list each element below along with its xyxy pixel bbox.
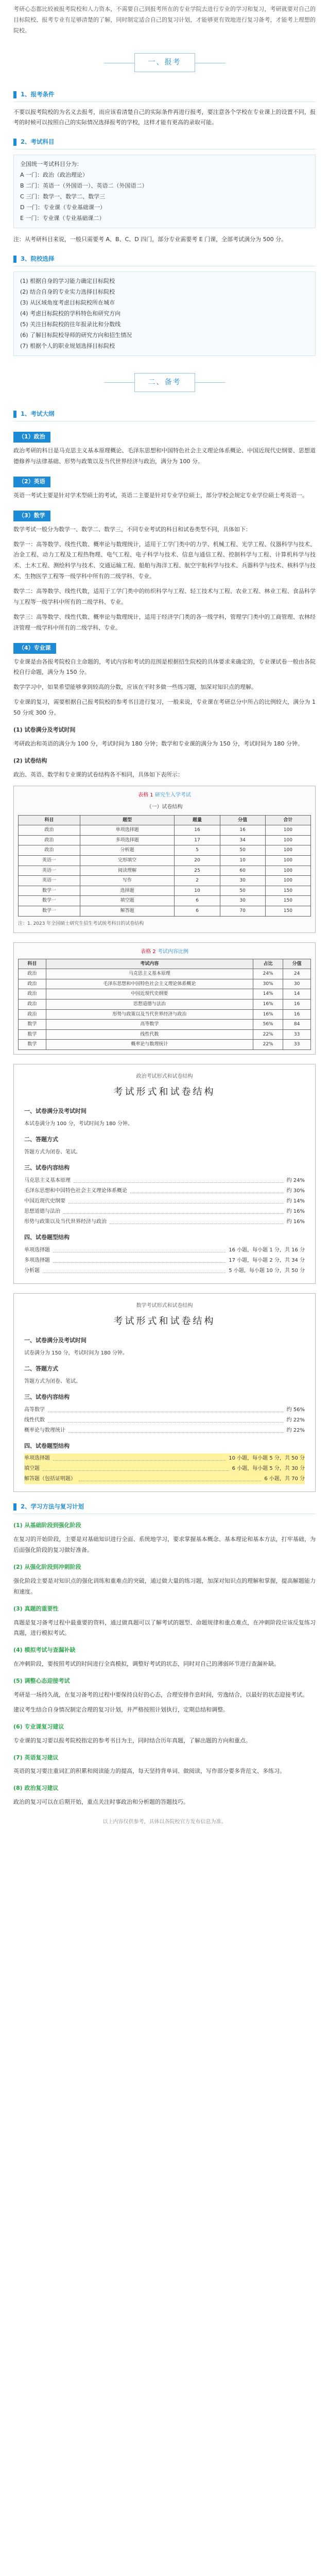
major-study-tip: 专业课的复习，需要根据自己报考院校的参考书目进行复习，一般来说，专业课在考研总分中所占的比例较大，满分为 150 分或 300 分。	[13, 699, 316, 717]
subject-item: C 三门：数学一、数学二、数学三	[20, 193, 106, 200]
table-cell: 30	[220, 876, 265, 886]
table-header-cell: 考试内容	[46, 959, 253, 969]
paper-section-heading: 二、答题方式	[24, 1365, 58, 1372]
paper-structure-row	[24, 1256, 305, 1266]
table-row	[19, 999, 311, 1009]
heading-marker-icon	[13, 256, 16, 263]
table-cell: 多项选择题	[80, 835, 174, 845]
table-header-cell: 合计	[265, 815, 310, 825]
table-cell: 6	[175, 906, 220, 916]
paper-row-label: 多项选择题	[24, 1257, 50, 1263]
paper-row-value: 约 30%	[286, 1188, 305, 1194]
paper-structure-row	[24, 1405, 305, 1415]
paper-row-value: 约 14%	[286, 1198, 305, 1204]
paper-line: 本试卷满分为 100 分，考试时间为 180 分钟。	[24, 1121, 133, 1127]
paper-row-value: 6 小题，共 70 分	[264, 1476, 305, 1482]
subject-item: D 一门：专业课（专业基础课一）	[20, 204, 106, 211]
table-cell: 形势与政策以及当代世界经济与政治	[46, 1009, 253, 1020]
table-cell: 150	[265, 886, 310, 896]
paper-row-label: 概率论与数理统计	[24, 1427, 65, 1433]
math-intro: 数学考试一般分为数学一、数学二、数学三，不同专业考试的科目和试卷类型不同，具体如下：	[13, 526, 251, 533]
table-cell: 数学	[19, 1040, 46, 1050]
table-cell: 150	[265, 896, 310, 906]
table-caption-number: 表格 2	[141, 948, 158, 955]
paper-section-heading: 三、试卷内容结构	[24, 1164, 70, 1171]
paper-row-label: 思想道德与法治	[24, 1208, 60, 1214]
school-choice-item: (1) 根据自身的学习能力确定目标院校	[20, 278, 115, 285]
paper-row-value: 约 22%	[286, 1417, 305, 1423]
subsection-title: 1、报考条件	[21, 90, 55, 98]
paper-row-value: 5 小题，每小题 10 分，共 50 分	[229, 1267, 305, 1274]
paper-structure-row	[24, 1217, 305, 1227]
exam-structure-table	[18, 815, 311, 917]
school-choice-item: (7) 根据个人的职业规划选择目标院校	[20, 342, 115, 349]
structure-text-2: 政治、英语、数学和专业课的试卷结构各不相同，具体如下表所示：	[13, 771, 183, 778]
table-cell: 政治	[19, 999, 46, 1009]
table-cell: 数学一	[19, 906, 80, 916]
dotted-leader	[79, 1474, 261, 1481]
section-banner-prepare	[13, 368, 316, 396]
table-cell: 线性代数	[46, 1029, 253, 1040]
dotted-leader	[43, 1266, 226, 1273]
table-cell: 24	[283, 969, 311, 979]
table-cell: 84	[283, 1020, 311, 1030]
table-caption-number: 表格 1	[138, 792, 155, 798]
math-tag: （3）数学	[13, 511, 50, 521]
table-cell: 毛泽东思想和中国特色社会主义理论体系概论	[46, 979, 253, 989]
table-row	[19, 896, 311, 906]
table-row	[19, 845, 311, 856]
table-cell: 阅读理解	[80, 866, 174, 876]
structure-text: 考研政治和英语的满分为 100 分，考试时间为 180 分钟；数学和专业课的满分为 150 分，考试时间为 180 分钟。	[13, 740, 303, 747]
table-cell: 22%	[253, 1029, 283, 1040]
table-cell: 单项选择题	[80, 825, 174, 836]
politics-tag: （1）政治	[13, 432, 50, 443]
table-cell: 数学一	[19, 886, 80, 896]
subsection-title: 3、院校选择	[21, 255, 55, 263]
paper-row-label: 单项选择题	[24, 1455, 50, 1462]
math-study-tip: 数学学习中，如果希望能够拿到较高的分数，应该在平时多做一些练习题，加深对知识点的理解。	[13, 684, 257, 691]
paper-row-value: 17 小题，每小题 2 分，共 34 分	[229, 1257, 305, 1263]
method-heading: (4) 模拟考试与查漏补缺	[13, 1647, 76, 1654]
table-cell: 100	[265, 866, 310, 876]
method-heading: (8) 政治复习建议	[13, 1785, 59, 1792]
table-cell: 16	[175, 825, 220, 836]
major-tag: （4）专业课	[13, 643, 56, 654]
table-cell: 马克思主义基本原理	[46, 969, 253, 979]
table-cell: 100	[265, 845, 310, 856]
paper-structure-row	[24, 1474, 305, 1484]
footer-note: 以上内容仅供参考，具体以各院校官方发布信息为准。	[102, 1819, 227, 1825]
paper-row-label: 线性代数	[24, 1417, 45, 1423]
paper-row-value: 约 16%	[286, 1218, 305, 1225]
table-cell: 分析题	[80, 845, 174, 856]
paper-row-label: 解答题（包括证明题）	[24, 1476, 76, 1482]
method-text: 强化阶段主要是对知识点的强化训练和重难点的突破，通过做大量的练习题，加深对知识点的理解和掌握，提高解题能力和速度。	[13, 1577, 316, 1595]
table-cell: 17	[175, 835, 220, 845]
subsection-heading-subjects	[13, 137, 316, 149]
table-cell: 100	[265, 835, 310, 845]
subjects-lead: 全国统一考试科目分为：	[20, 161, 82, 168]
paper-section-heading: 三、试卷内容结构	[24, 1393, 70, 1400]
method-text: 真题是复习备考过程中最重要的资料，通过做真题可以了解考试的题型、命题规律和重点难点，在冲刺阶段应该反复练习真题，进行模拟考试。	[13, 1619, 316, 1637]
structure-heading: (1) 试卷满分及考试时间	[13, 726, 76, 733]
table-cell: 政治	[19, 845, 80, 856]
table-row	[19, 886, 311, 896]
table-title: （一）试卷结构	[146, 804, 183, 810]
table-cell: 数学一	[19, 896, 80, 906]
table-cell: 政治	[19, 825, 80, 836]
paper-title: 考试形式和试卷结构	[113, 1086, 216, 1097]
paper-structure-row	[24, 1186, 305, 1196]
paper-row-value: 10 小题，每小题 5 分，共 50 分	[229, 1455, 305, 1462]
subject-item: B 二门：英语一（外国语一）、英语二（外国语二）	[20, 182, 148, 189]
paper-section-heading: 一、试卷满分及考试时间	[24, 1108, 86, 1115]
subsection-title: 2、考试科目	[21, 138, 55, 146]
table-header-row	[19, 815, 311, 825]
table-header-cell: 分值	[220, 815, 265, 825]
heading-marker-icon	[13, 139, 16, 146]
table-row	[19, 979, 311, 989]
paper-top-label: 政治考试形式和试卷结构	[136, 1073, 193, 1079]
method-text: 在复习的开始阶段，主要是对基础知识进行全面、系统地学习，要求掌握基本概念、基本理论和基本方法，打牢基础，为后面强化阶段的复习做好准备。	[13, 1536, 316, 1554]
intro	[13, 4, 316, 37]
paper-title: 考试形式和试卷结构	[113, 1315, 216, 1327]
table-cell: 概率论与数理统计	[46, 1040, 253, 1050]
exam-structure-table-image	[13, 786, 316, 933]
paper-row-value: 约 56%	[286, 1406, 305, 1413]
paper-structure-row	[24, 1196, 305, 1207]
dotted-leader	[48, 1415, 284, 1422]
dotted-leader	[63, 1207, 284, 1214]
table-row	[19, 835, 311, 845]
section-banner-label: 一、报考	[134, 53, 195, 72]
subsection-heading-syllabus	[13, 409, 316, 421]
school-choice-item: (4) 考虑目标院校的学科特色和研究方向	[20, 310, 121, 317]
table-cell: 选择题	[80, 886, 174, 896]
table-cell: 16	[283, 1009, 311, 1020]
method-text: 英语的复习要注重词汇的积累和阅读能力的提高，每天坚持背单词、做阅读，写作部分要多背范文、多练习。	[13, 1768, 285, 1775]
section-banner-label: 二、备考	[134, 373, 195, 392]
table-cell: 政治	[19, 989, 46, 999]
table-cell: 20	[175, 855, 220, 866]
method-text: 在冲刺阶段，要按照考试的时间进行全真模拟，调整好考试的状态，同时对自己的薄弱环节进行查漏补缺。	[13, 1660, 280, 1668]
paper-line: 试卷满分为 150 分，考试时间为 180 分钟。	[24, 1350, 128, 1356]
paper-structure-row	[24, 1207, 305, 1217]
paper-structure-row	[24, 1245, 305, 1256]
subsection-heading-conditions	[13, 89, 316, 102]
table-cell: 政治	[19, 1009, 46, 1020]
table-cell: 2	[175, 876, 220, 886]
paper-structure-row	[24, 1266, 305, 1276]
table-caption-title: 研究生入学考试	[154, 792, 191, 798]
method-heading: (6) 专业课复习建议	[13, 1723, 64, 1730]
paper-row-value: 16 小题，每小题 1 分，共 16 分	[229, 1247, 305, 1253]
major-text: 专业课是由各报考院校自主命题的，考试内容和考试的范围是根据招生院校的具体要求来确定的，专业课试卷一般由各院校自行命题，满分为 150 分。	[13, 658, 316, 676]
table-cell: 完形填空	[80, 855, 174, 866]
paper-structure-row	[24, 1176, 305, 1186]
heading-marker-icon	[13, 411, 16, 418]
school-choice-item: (3) 从区域角度考虑目标院校所在城市	[20, 299, 115, 306]
paper-row-value: 约 16%	[286, 1208, 305, 1214]
method-heading: (2) 从强化阶段到冲刺阶段	[13, 1563, 81, 1570]
table-row	[19, 855, 311, 866]
politics-text: 政治考研的科目是马克思主义基本原理概论、毛泽东思想和中国特色社会主义理论体系概论、中国近现代史纲要、思想道德修养与法律基础、形势与政策以及当代世界经济与政治，满分为 100 分。	[13, 447, 316, 465]
table-cell: 数学	[19, 1020, 46, 1030]
table-cell: 100	[265, 825, 310, 836]
table-cell: 24%	[253, 969, 283, 979]
method-heading: (7) 英语复习建议	[13, 1754, 59, 1761]
dotted-leader	[110, 1217, 284, 1224]
table-cell: 34	[220, 835, 265, 845]
table-cell: 10	[175, 886, 220, 896]
subjects-box	[13, 155, 316, 228]
table-cell: 解答题	[80, 906, 174, 916]
paper-section-heading: 四、试卷题型结构	[24, 1233, 70, 1241]
table-cell: 25	[175, 866, 220, 876]
table-header-row	[19, 959, 311, 969]
table-cell: 政治	[19, 835, 80, 845]
table-header-cell: 题型	[80, 815, 174, 825]
table-cell: 30	[283, 979, 311, 989]
paper-row-label: 中国近现代史纲要	[24, 1198, 65, 1204]
table-header-cell: 分值	[283, 959, 311, 969]
table-cell: 33	[283, 1029, 311, 1040]
dotted-leader	[53, 1245, 226, 1252]
table-cell: 16%	[253, 999, 283, 1009]
subject-item: E 一门：专业课（专业基础课二）	[20, 214, 105, 222]
section-banner-apply	[13, 49, 316, 77]
subjects-note: 注：从考研科目来说，一般只需要考 A、B、C、D 四门，部分专业需要考 E 门课，全部考试满分为 500 分。	[13, 236, 287, 243]
english-text: 英语一考试主要是针对学术型硕士的考试，英语二主要是针对专业学位硕士，部分学校会规定专业学位硕士考英语一。	[13, 492, 308, 499]
paper-top-label: 数学考试形式和试卷结构	[136, 1302, 193, 1309]
subsection-title: 1、考试大纲	[21, 410, 55, 418]
heading-marker-icon	[13, 91, 16, 98]
table-cell: 政治	[19, 969, 46, 979]
dotted-leader	[68, 1196, 284, 1204]
conditions-text: 不要以报考院校的为名义去报考，而应该看清楚自己的实际条件再进行报考，要注意各个学校在专业课上的设置不同，报考的时候可以按照自己的实际情况选择报考的学校，这样才能有更高的录取可能。	[13, 108, 316, 126]
dotted-leader	[53, 1453, 226, 1461]
subsection-heading-methods	[13, 1501, 316, 1514]
table-caption	[18, 947, 311, 957]
math2-text: 数学二：高等数学、线性代数，适用于工学门类中的纺织科学与工程、轻工技术与工程、农业工程、林业工程、食品科学与工程等一级学科中所有的二级学科、专业。	[13, 588, 316, 605]
method-heading: (3) 真题的重要性	[13, 1605, 59, 1612]
paper-row-label: 高等数学	[24, 1406, 45, 1413]
table-cell: 写作	[80, 876, 174, 886]
table-cell: 数学	[19, 1029, 46, 1040]
structure-heading-2: (2) 试卷结构	[13, 757, 47, 764]
paper-row-value: 约 22%	[286, 1427, 305, 1433]
paper-row-label: 形势与政策以及当代世界经济与政治	[24, 1218, 107, 1225]
paper-section-heading: 四、试卷题型结构	[24, 1442, 70, 1449]
table-cell: 5	[175, 845, 220, 856]
table-cell: 14%	[253, 989, 283, 999]
school-choice-item: (6) 了解目标院校导师的研究方向和招生情况	[20, 331, 132, 338]
table-cell: 150	[265, 906, 310, 916]
method-heading: (1) 从基础阶段到强化阶段	[13, 1522, 81, 1529]
table-caption	[18, 790, 311, 800]
table-cell: 50	[220, 845, 265, 856]
paper-row-label: 马克思主义基本原理	[24, 1177, 71, 1183]
method-text: 建议考生结合自身情况制定合理的复习计划，并严格按照计划执行，定期总结和调整。	[13, 1706, 229, 1713]
school-choice-item: (5) 关注目标院校的往年报录比和分数线	[20, 320, 121, 328]
dotted-leader	[43, 1464, 229, 1471]
paper-row-label: 分析题	[24, 1267, 40, 1274]
paper-section-heading: 二、答题方式	[24, 1136, 58, 1143]
table-row	[19, 1009, 311, 1020]
method-text: 政治的复习可以在后期开始，重点关注时事政治和分析题的答题技巧。	[13, 1799, 189, 1806]
table-header-cell: 占比	[253, 959, 283, 969]
table-cell: 16	[283, 999, 311, 1009]
table-cell: 16	[220, 825, 265, 836]
table-row	[19, 1040, 311, 1050]
table-cell: 10	[220, 855, 265, 866]
dotted-leader	[53, 1256, 226, 1263]
table-header-cell: 科目	[19, 815, 80, 825]
method-text: 专业课的复习要以报考院校指定的参考书目为主，同时结合历年真题，了解出题的方向和重点。	[13, 1737, 251, 1744]
paper-structure-row	[24, 1415, 305, 1426]
math1-text: 数学一：高等数学、线性代数、概率论与数理统计，适用于工学门类中的力学、机械工程、光学工程、仪器科学与技术、冶金工程、动力工程及工程热物理、电气工程、电子科学与技术、信息与通信工程、控制科学与工程、计算机科学与技术、土木工程、测绘科学与技术、交通运输工程、船舶与海洋工程、航空宇航科学与技术、兵器科学与技术、核科学与技术、生物医学工程等一级学科中所有的二级学科、专业。	[13, 540, 316, 580]
paper-line: 答题方式为闭卷、笔试。	[24, 1378, 81, 1384]
table-cell: 高等数学	[46, 1020, 253, 1030]
table-cell: 14	[283, 989, 311, 999]
paper-row-label: 单项选择题	[24, 1247, 50, 1253]
paper-row-value: 约 24%	[286, 1177, 305, 1183]
method-text: 考研是一场持久战，在复习备考的过程中要保持良好的心态，合理安排作息时间，劳逸结合，以最好的状态迎接考试。	[13, 1691, 308, 1698]
dotted-leader	[74, 1176, 284, 1183]
table-cell: 100	[265, 855, 310, 866]
politics-paper-structure	[13, 1064, 316, 1284]
table-row	[19, 876, 311, 886]
table-cell: 填空题	[80, 896, 174, 906]
school-choice-box	[13, 272, 316, 356]
content-ratio-table	[18, 959, 311, 1050]
table-cell: 英语一	[19, 855, 80, 866]
method-heading: (5) 调整心态迎接考试	[13, 1677, 70, 1685]
paper-structure-row	[24, 1464, 305, 1474]
subsection-heading-school-choice	[13, 253, 316, 266]
school-choice-item: (2) 结合自身的专业实力选择目标院校	[20, 289, 115, 296]
table-row	[19, 989, 311, 999]
table-row	[19, 825, 311, 836]
table-cell: 16%	[253, 1009, 283, 1020]
dotted-leader	[68, 1426, 284, 1433]
dotted-leader	[48, 1405, 284, 1412]
math-paper-structure	[13, 1293, 316, 1493]
table-row	[19, 1020, 311, 1030]
table-cell: 22%	[253, 1040, 283, 1050]
dotted-leader	[130, 1186, 284, 1193]
table-cell: 英语一	[19, 866, 80, 876]
content-ratio-table-image	[13, 942, 316, 1055]
table-header-cell: 科目	[19, 959, 46, 969]
table-cell: 30%	[253, 979, 283, 989]
table-row	[19, 866, 311, 876]
table-cell: 100	[265, 876, 310, 886]
table-header-cell: 题量	[175, 815, 220, 825]
table-row	[19, 906, 311, 916]
table-row	[19, 969, 311, 979]
table-cell: 中国近现代史纲要	[46, 989, 253, 999]
math3-text: 数学三：高等数学、线性代数、概率论与数理统计，适用于经济学门类的各一级学科，管理学门类中的工商管理、农林经济管理一级学科中所有的二级学科、专业。	[13, 613, 316, 631]
paper-structure-row	[24, 1426, 305, 1436]
table-cell: 思想道德与法治	[46, 999, 253, 1009]
paper-row-label: 毛泽东思想和中国特色社会主义理论体系概论	[24, 1188, 127, 1194]
table-cell: 70	[220, 906, 265, 916]
table-cell: 英语一	[19, 876, 80, 886]
table-cell: 政治	[19, 979, 46, 989]
paper-row-value: 6 小题，每小题 5 分，共 30 分	[232, 1466, 305, 1472]
table-row	[19, 1029, 311, 1040]
table-footnote: 注：1. 2023 年全国硕士研究生招生考试统考科目的试卷结构	[18, 921, 144, 926]
table-cell: 33	[283, 1040, 311, 1050]
table-cell: 30	[220, 896, 265, 906]
paper-section-heading: 一、试卷满分及考试时间	[24, 1336, 86, 1344]
heading-marker-icon	[13, 1503, 16, 1511]
subject-item: A 一门：政治（政治理论）	[20, 172, 89, 179]
table-cell: 56%	[253, 1020, 283, 1030]
intro-paragraph: 考研心态都比较被报考院校和人力资本，不需要自己到报考所在的专业学院去进行专业的学习和复习，考研就要对自己的目标院校、报考专业有足够清楚的了解，同时制定适合自己的复习计划，才能够更有效地进行复习备考，才能考上理想的院校。	[13, 6, 316, 34]
paper-structure-row	[24, 1453, 305, 1464]
subsection-title: 2、学习方法与复习计划	[21, 1503, 84, 1511]
table-cell: 50	[220, 886, 265, 896]
paper-line: 答题方式为闭卷、笔试。	[24, 1149, 81, 1155]
table-cell: 6	[175, 896, 220, 906]
english-tag: （2）英语	[13, 477, 50, 487]
table-caption-title: 考试内容比例	[157, 948, 188, 955]
table-cell: 60	[220, 866, 265, 876]
paper-row-label: 填空题	[24, 1466, 40, 1472]
